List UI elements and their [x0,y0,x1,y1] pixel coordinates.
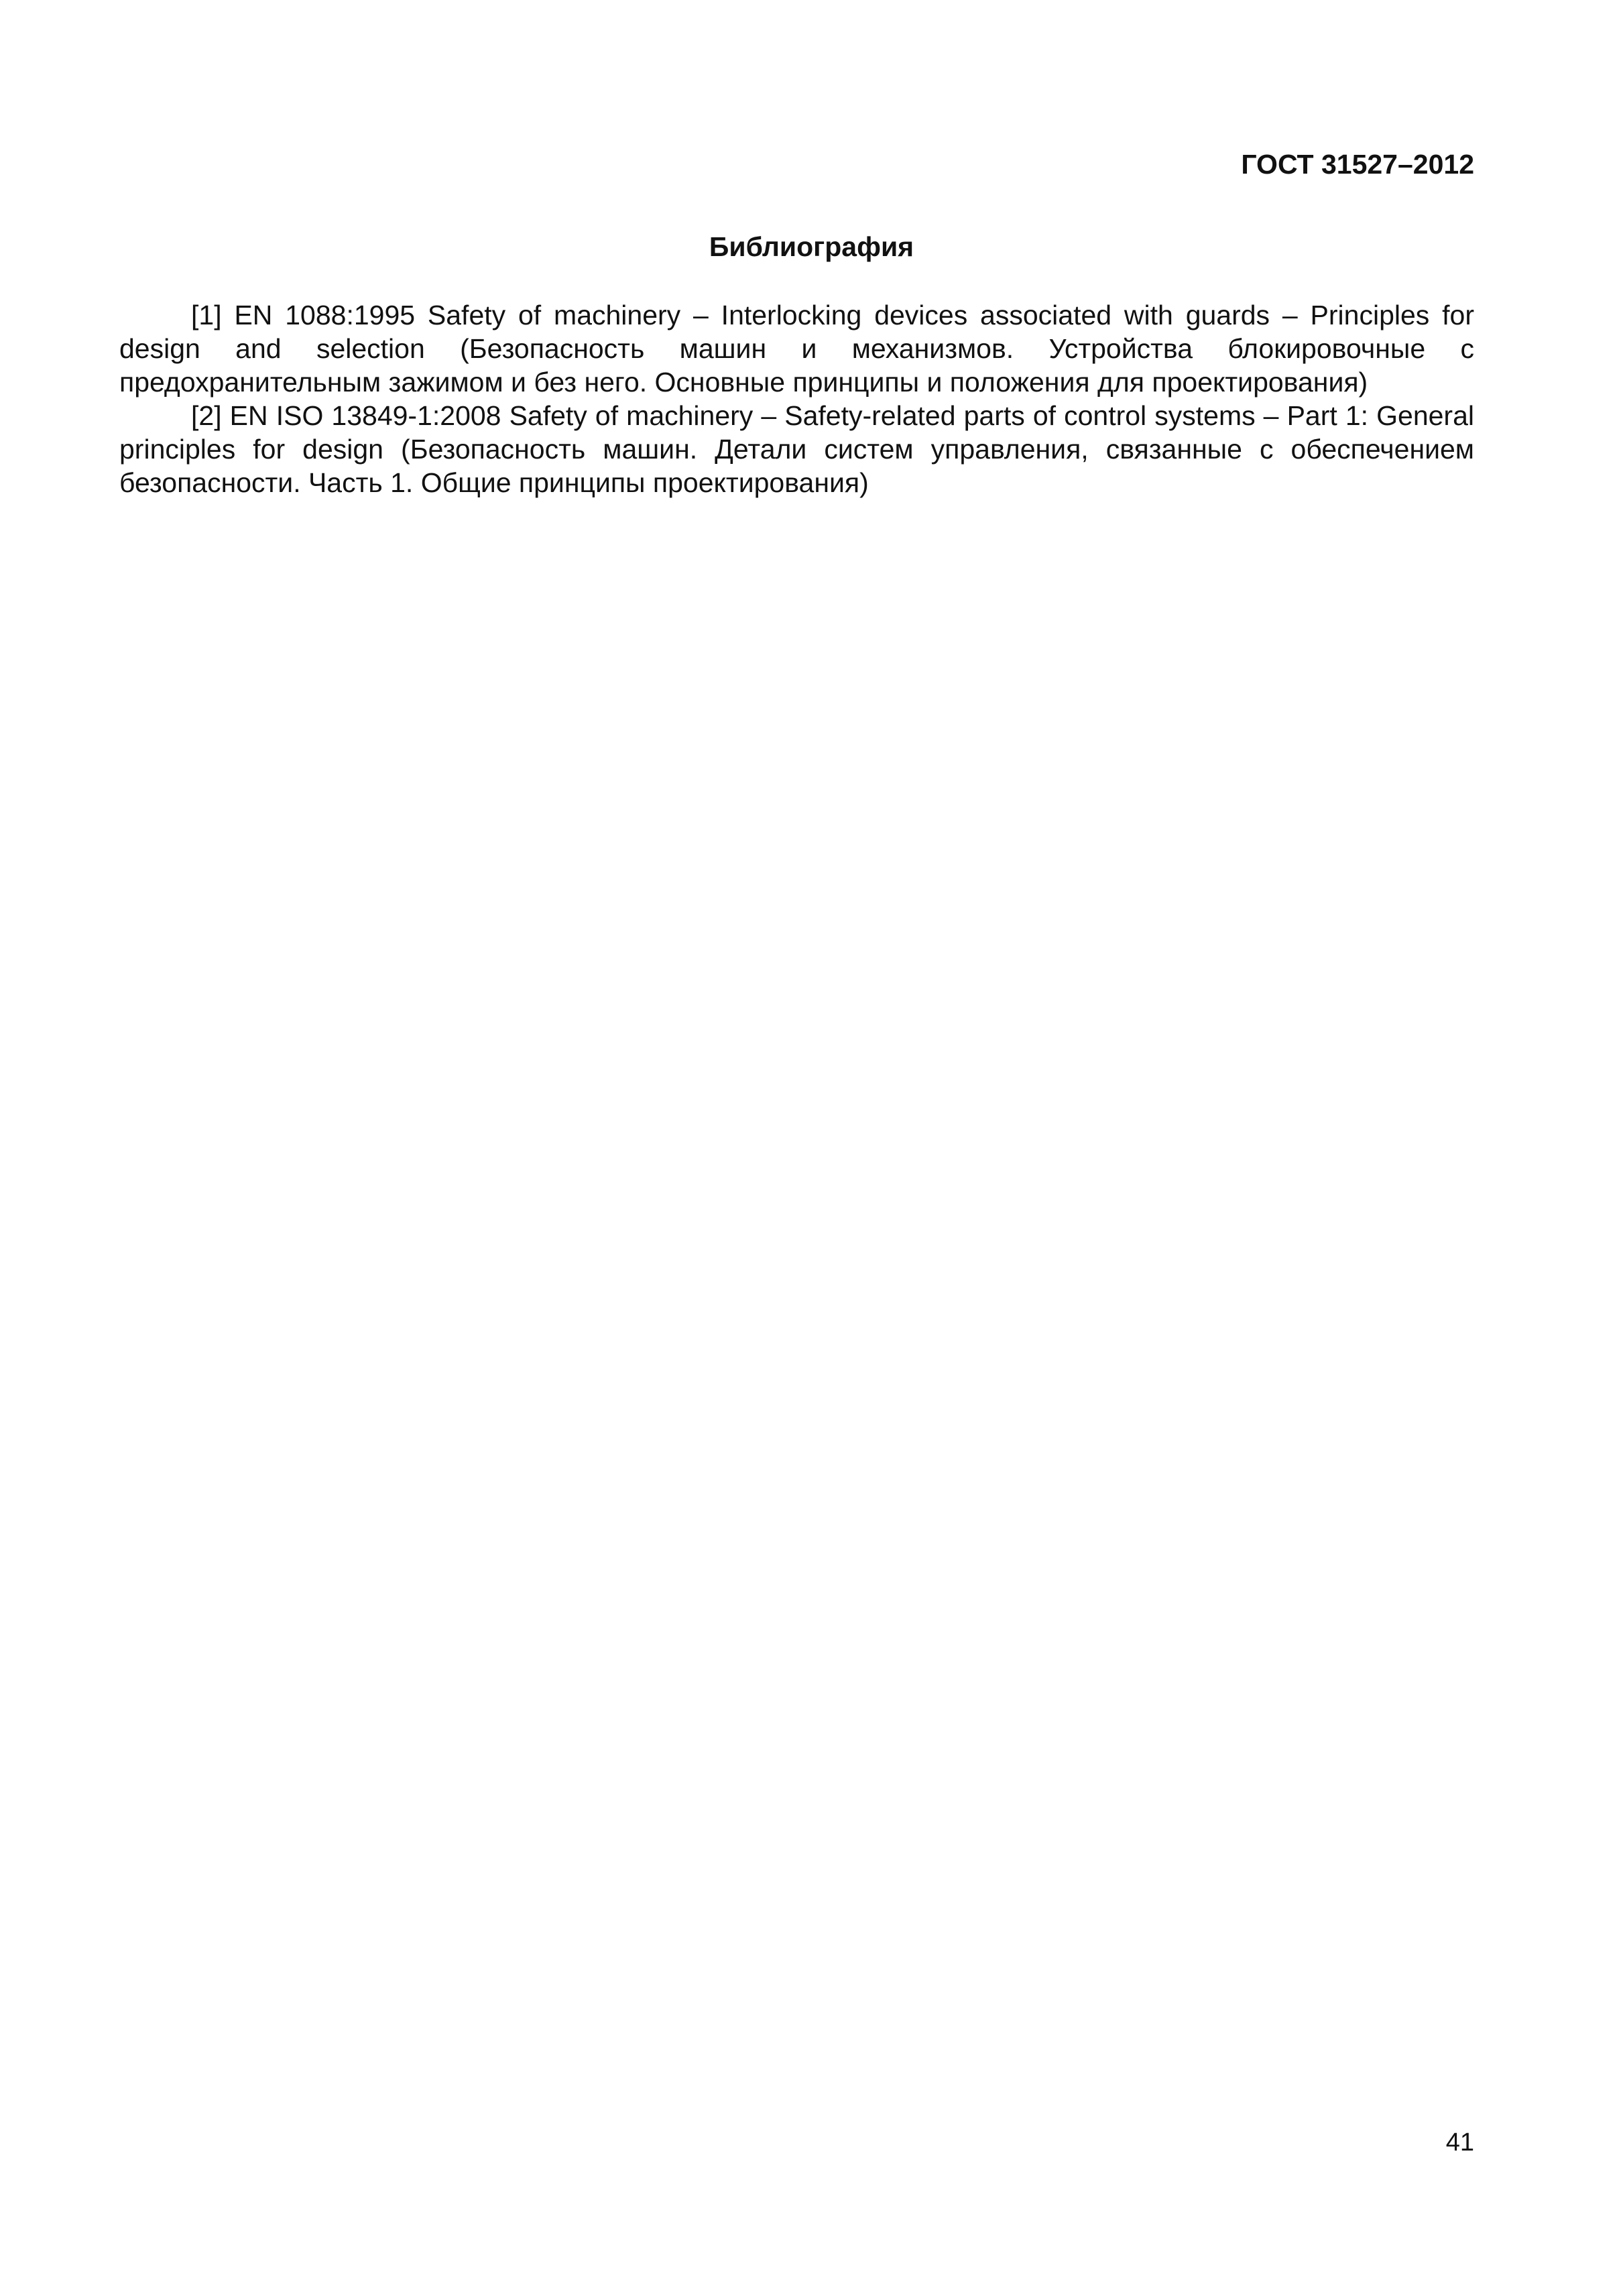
document-code: ГОСТ 31527–2012 [1241,149,1474,180]
bibliography-entry: [2] EN ISO 13849-1:2008 Safety of machinery – Safety-related parts of control systems – Part 1: General principles for design (Безопасность машин. Детали систем управления, связанные с обеспечением безопасности. Часть 1. Общие принципы проектирования) [119,400,1474,498]
bibliography-list [119,298,1474,499]
page-number: 41 [1445,2128,1474,2157]
bibliography-entry: [1] EN 1088:1995 Safety of machinery – Interlocking devices associated with guards – Principles for design and selection (Безопасность машин и механизмов. Устройства блокировочные с предохранительным зажимом и без него. Основные принципы и положения для проектирования) [119,300,1474,398]
section-title: Библиография [709,231,914,262]
